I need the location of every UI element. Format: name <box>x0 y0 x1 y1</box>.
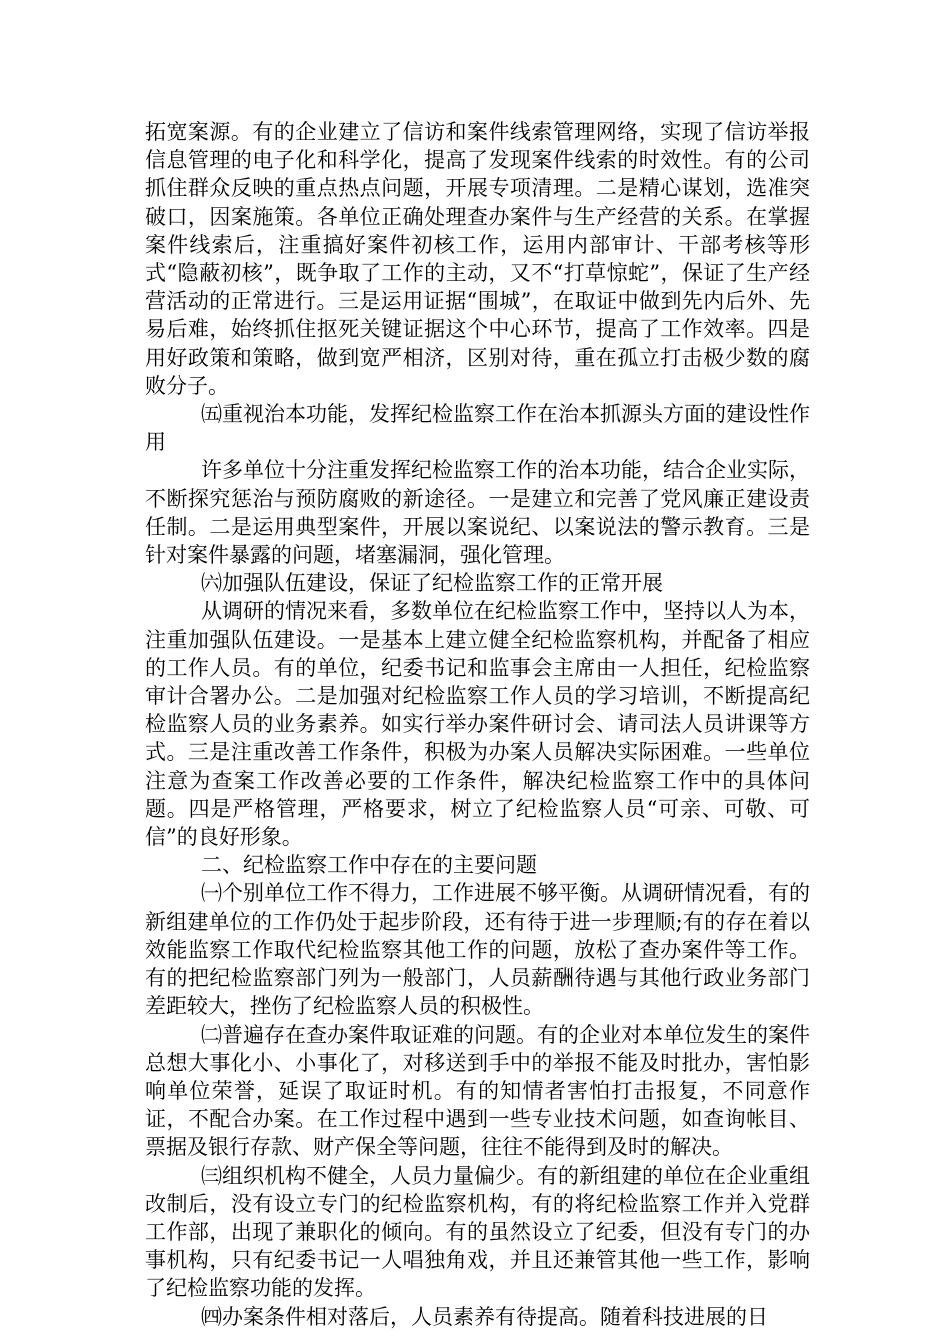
heading-team-building: ㈥加强队伍建设，保证了纪检监察工作的正常开展 <box>201 571 663 596</box>
paragraph-case-sources: 拓宽案源。有的企业建立了信访和案件线索管理网络，实现了信访举报信息管理的电子化和科学化，提高了发现案件线索的时效性。有的公司抓住群众反映的重点热点问题，开展专项清理。二是精心谋划，选准突破口，因案施策。各单位正确处理查办案件与生产经营的关系。在掌握案件线索后，注重搞好案件初核工作，运用内部审计、干部考核等形式“隐蔽初核”，既争取了工作的主动，又不“打草惊蛇”，保证了生产经营活动的正常进行。三是运用证据“围城”，在取证中做到先内后外、先易后难，始终抓住抠死关键证据这个中心环节，提高了工作效率。四是用好政策和策略，做到宽严相济，区别对待，重在孤立打击极少数的腐败分子。 <box>145 120 810 398</box>
heading-root-cause-function: ㈤重视治本功能，发挥纪检监察工作在治本抓源头方面的建设性作用 <box>145 402 810 455</box>
paragraph-problem-1: ㈠个别单位工作不得力，工作进展不够平衡。从调研情况看，有的新组建单位的工作仍处于起步阶段，还有待于进一步理顺;有的存在着以效能监察工作取代纪检监察其他工作的问题，放松了查办案件等工作。有的把纪检监察部门列为一般部门，人员薪酬待遇与其他行政业务部门差距较大，挫伤了纪检监察人员的积极性。 <box>145 881 810 1019</box>
paragraph-team-building: 从调研的情况来看，多数单位在纪检监察工作中，坚持以人为本，注重加强队伍建设。一是基本上建立健全纪检监察机构，并配备了相应的工作人员。有的单位，纪委书记和监事会主席由一人担任，纪检监察审计合署办公。二是加强对纪检监察工作人员的学习培训，不断提高纪检监察人员的业务素养。如实行举办案件研讨会、请司法人员讲课等方式。三是注重改善工作条件，积极为办案人员解决实际困难。一些单位注意为查案工作改善必要的工作条件，解决纪检监察工作中的具体问题。四是严格管理，严格要求，树立了纪检监察人员“可亲、可敬、可信”的良好形象。 <box>145 599 810 850</box>
paragraph-root-cause-function: 许多单位十分注重发挥纪检监察工作的治本功能，结合企业实际，不断探究惩治与预防腐败的新途径。一是建立和完善了党风廉正建设责任制。二是运用典型案件，开展以案说纪、以案说法的警示教育。三是针对案件暴露的问题，堵塞漏洞，强化管理。 <box>145 458 810 568</box>
section-heading-main-problems: 二、纪检监察工作中存在的主要问题 <box>201 853 537 878</box>
paragraph-problem-2: ㈡普遍存在查办案件取证难的问题。有的企业对本单位发生的案件总想大事化小、小事化了，对移送到手中的举报不能及时批办，害怕影响单位荣誉，延误了取证时机。有的知情者害怕打击报复，不同意作证，不配合办案。在工作过程中遇到一些专业技术问题，如查询帐目、票据及银行存款、财产保全等问题，往往不能得到及时的解决。 <box>145 1022 810 1160</box>
paragraph-problem-3: ㈢组织机构不健全，人员力量偏少。有的新组建的单位在企业重组改制后，没有设立专门的纪检监察机构，有的将纪检监察工作并入党群工作部，出现了兼职化的倾向。有的虽然设立了纪委，但没有专门的办事机构，只有纪委书记一人唱独角戏，并且还兼管其他一些工作，影响了纪检监察功能的发挥。 <box>145 1163 810 1301</box>
paragraph-problem-4: ㈣办案条件相对落后，人员素养有待提高。随着科技进展的日 <box>201 1304 768 1329</box>
document-page <box>145 118 810 1331</box>
